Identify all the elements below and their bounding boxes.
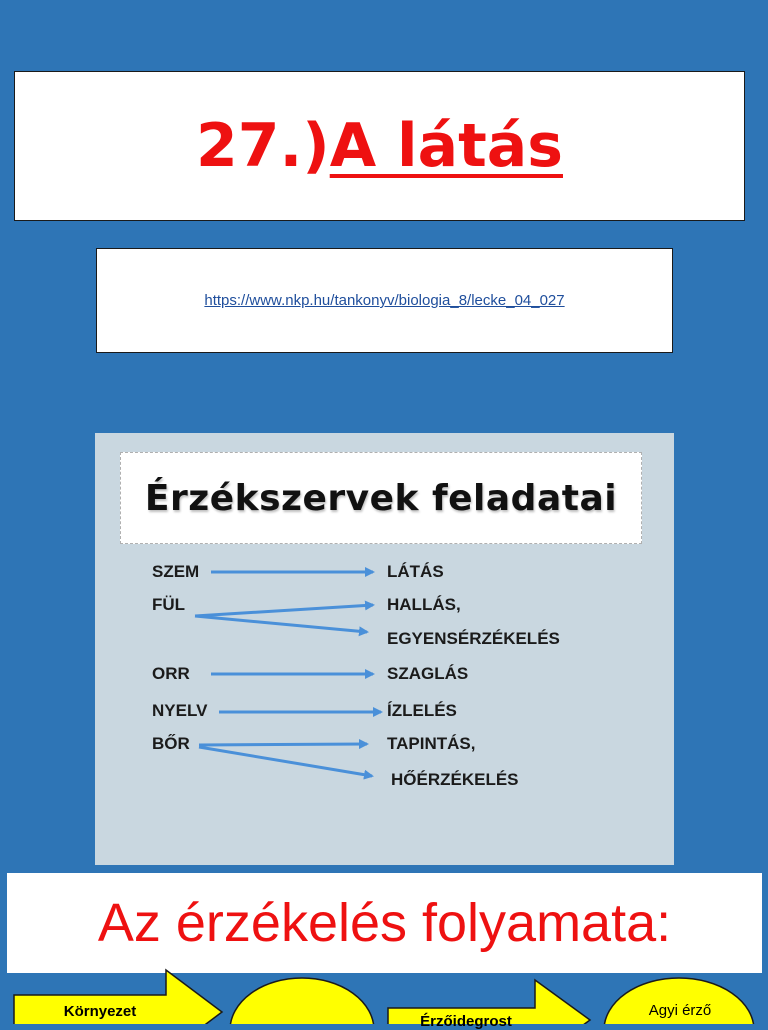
sense-arrows	[95, 433, 674, 865]
function-label: LÁTÁS	[387, 562, 444, 581]
arrow-ful-egyensuly	[195, 616, 367, 632]
organ-label: FÜL	[152, 595, 186, 614]
function-label: SZAGLÁS	[387, 664, 469, 683]
function-label: ÍZLELÉS	[387, 701, 457, 720]
title-text: A látás	[329, 111, 563, 181]
arrow-ful-hallas	[195, 605, 373, 616]
organ-label: ORR	[152, 664, 190, 683]
organ-label: BŐR	[152, 734, 190, 753]
link-box	[96, 248, 673, 353]
process-heading: Az érzékelés folyamata:	[97, 893, 672, 953]
organ-label: SZEM	[152, 562, 200, 581]
process-heading-box	[7, 873, 762, 973]
flow-step-brain-label: Agyi érző	[648, 1002, 712, 1019]
senses-slide	[95, 433, 674, 865]
organ-label: NYELV	[152, 701, 208, 720]
lesson-link[interactable]: https://www.nkp.hu/tankonyv/biologia_8/lecke_04_027	[204, 292, 565, 309]
flow-step-environment: Környezet	[63, 1003, 137, 1020]
title-number: 27.)	[196, 111, 330, 181]
title-box	[14, 71, 745, 221]
arrow-bor-tapintas	[199, 744, 367, 745]
flow-step-nerve: Érzőidegrost	[420, 1013, 512, 1030]
arrow-bor-hoerzekeles	[199, 747, 372, 776]
flow-step-circle	[230, 978, 374, 1024]
function-label: EGYENSÉRZÉKELÉS	[387, 629, 560, 648]
page-title	[196, 111, 563, 181]
function-label: TAPINTÁS,	[387, 734, 476, 753]
senses-heading: Érzékszervek feladatai	[144, 477, 618, 519]
function-label: HALLÁS,	[387, 595, 461, 614]
function-label: HŐÉRZÉKELÉS	[391, 770, 519, 789]
